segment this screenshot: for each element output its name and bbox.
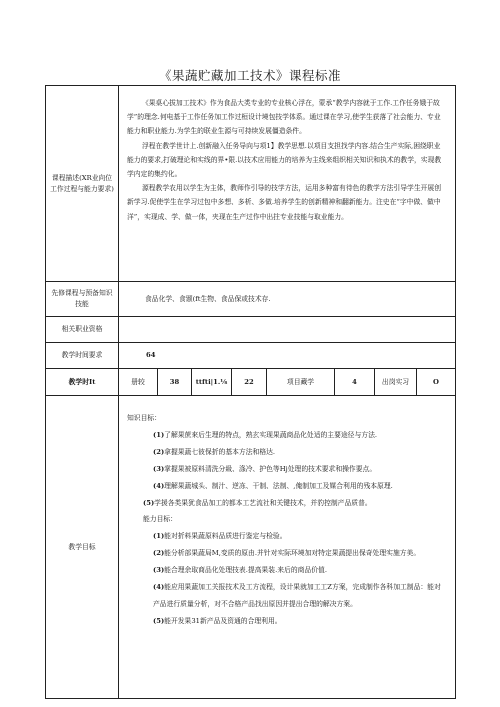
goals-row <box>46 396 456 699</box>
hours-label: 教学时间要求 <box>46 343 119 369</box>
ability-item: (2)能分析部果蔬局M,变质的原由.并针对实际环境加对特定果蔬提出保奇处理实施方美。 <box>153 549 421 558</box>
internship-hours: O <box>417 369 456 396</box>
prereq-row <box>46 282 456 317</box>
description-label: 课程描述(XR业向位工作过程与能力要求) <box>46 86 119 282</box>
knowledge-item: (4)理解果蔬城头、制汁、逆冻、干制、法制、,俺制加工及媒合利用的残本原理. <box>153 481 393 490</box>
prereq-label: 先修课程与预备知识技能 <box>46 282 119 317</box>
prereq-value: 食品化学、食颋(ft生物、食品保或技术存. <box>119 282 456 317</box>
goals-label: 教学目标 <box>46 396 119 699</box>
practice-hours: 22 <box>232 369 267 396</box>
document-title: 《果蔬贮藏加工技术》课程标准 <box>158 68 341 83</box>
theory-label: 册较 <box>119 369 158 396</box>
hours-breakdown-row <box>46 369 456 396</box>
breakdown-label: 教学时It <box>46 369 119 396</box>
cert-label: 相关职业资格 <box>46 317 119 343</box>
theory-hours: 38 <box>158 369 192 396</box>
ability-item: (4)能应用果蔬加工关报技术及工方流程，设计果就加工工Z方案，完成制作各科加工制品：能对产品进行质量分析，对不合格产品找出原因并提出合理的解决方案。 <box>153 583 441 608</box>
description-row <box>46 86 456 282</box>
cert-row <box>46 317 456 343</box>
internship-label: 出岗实习 <box>375 369 417 396</box>
project-label: 项目藏学 <box>267 369 335 396</box>
description-paragraph: 源程教学农用以学生为主体，教师作引导的技学方法，运用多种富有待色的教学方法引导学生开展创新学习.促使学生在学习过包中多想、多析、多做.培养学生的创新精神和翻新能力。注史在“字中做、做中洋”，实现成、学、做一体，夹现在生产过作中出拄专业技能与取业能力。 <box>127 184 442 221</box>
description-paragraph: 《果桌心拔加工技术》作为食品大类专业的专业核心浮在，蒙承“教学内容就于工作.工作任务娥于故学”的理念.何电基于工作任务加工作过桓设计境包技学体系。通过课在学习,使学生获落了社会能力、专业能力和职业能力.为学生的联业生源与可持续发展僵造条件。 <box>127 99 441 136</box>
knowledge-item: (3)掌握果被原料清洗分級、涤冷、护色等Hj处理的技术要求和操作要点。 <box>153 464 377 473</box>
ability-item: (5)能开发果31新产品及资通的合理利用。 <box>153 616 282 625</box>
knowledge-heading: 知识目标： <box>127 414 161 422</box>
project-hours: 4 <box>335 369 375 396</box>
practice-label: ttfti|1.⅛ <box>192 369 232 396</box>
cert-value <box>119 317 456 343</box>
ability-heading: 能力目标： <box>143 515 177 524</box>
knowledge-item: (5)学援各类果犹食品加工的都本工艺流社和关键技术，并豹控制产品质普。 <box>143 498 372 507</box>
ability-item: (3)能合理余取商品化处理技表.提高果装.来后的商品价值. <box>153 566 327 575</box>
description-content <box>119 86 456 282</box>
knowledge-item: (1)了解果蔗來后生理的特点，熟玄实现果蔬商品化处适的主要途径与方法. <box>153 430 378 439</box>
ability-item: (1)能对折料果蔬原料品质进行鉴定与检验。 <box>153 532 287 541</box>
hours-row <box>46 343 456 369</box>
hours-value: 64 <box>119 343 456 369</box>
goals-content <box>119 396 456 699</box>
course-standard-table <box>45 85 456 699</box>
description-paragraph: 浮程在教学世计上.创新融入任务导向与项1】教学思想.以项目支担找学内容.结合生产实际,困绕职业能力的要求,打破理论和实线的界•限.以技术应用能力的培养为主线来组织相关知识和执术的教学，实现教学内定的集约化。 <box>127 141 442 179</box>
knowledge-item: (2)拿握果蔬七彼保折的基本方法和格达. <box>153 447 276 456</box>
